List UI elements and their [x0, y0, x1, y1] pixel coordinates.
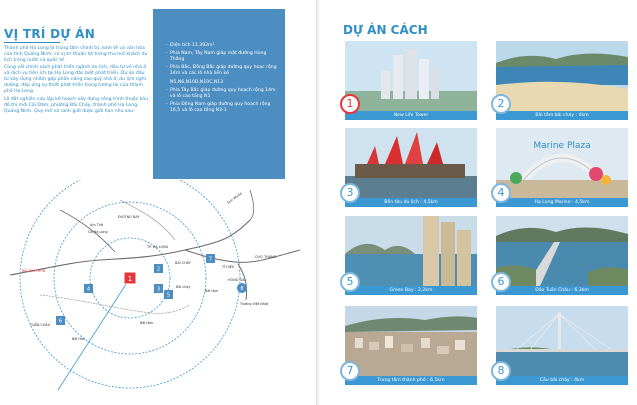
- distance-item-7: [345, 306, 477, 385]
- photo-green-bay: [345, 216, 477, 286]
- photo-tourist-port: [345, 128, 477, 198]
- title-underline: [4, 42, 60, 43]
- map-label-beach-2: Bãi tắm: [140, 321, 154, 325]
- caption-4: Hạ Long Marine : 4,5km: [496, 198, 628, 207]
- paragraph-1: Thành phố Hạ Long là trung tâm chính trị, kinh tế và văn hóa của tỉnh Quảng Ninh, có vị trí thuận lợi trong thu hút khách du lịch trong nước và quốc tế.: [4, 46, 148, 63]
- map-label-sun-world: Sun World: [226, 191, 243, 205]
- marker-1-label: 1: [127, 275, 133, 283]
- info-item: - Phía Nam, Tây Nam giáp mặt đường Hùng Thắng: [166, 51, 277, 63]
- map-label-duong-bay: ĐƯỜNG BAY: [118, 215, 140, 219]
- marine-plaza-sign: Marine Plaza: [533, 141, 591, 151]
- number-badge-3: 3: [340, 183, 360, 203]
- site-info-box: [153, 9, 285, 179]
- map-label-beach-3: Bãi tắm: [205, 289, 219, 293]
- map-label-tp-ha-long: TP. HẠ LONG: [147, 245, 169, 249]
- site-info-list: [166, 43, 277, 114]
- number-badge-6: 6: [491, 272, 511, 292]
- caption-7: Trung tâm thành phố : 6,1km: [345, 376, 477, 385]
- info-item: - Phía Tây Bắc giáp đường quy hoạch rộng 14m và lô cao tầng N1: [166, 88, 277, 100]
- info-item: N5,N6,N10D,N10C,N13: [170, 79, 224, 85]
- map-label-bai-chay: BÃI CHÁY: [175, 261, 191, 265]
- map-label-truong-viet-nhat: Trường Việt Nhật: [240, 302, 269, 306]
- map-label-ga-ha-long: Ga Hạ Long: [88, 230, 108, 234]
- photo-new-life-tower: [345, 41, 477, 111]
- distance-item-3: [345, 128, 477, 207]
- distance-item-2: [496, 41, 628, 120]
- location-description: [4, 46, 150, 116]
- marker-5-label: 5: [166, 292, 171, 299]
- map-label-am-tho: Am Thờ: [90, 223, 103, 227]
- number-badge-2: 2: [491, 94, 511, 114]
- distance-item-4: [496, 128, 628, 207]
- map-label-tuan-chau: TUẦN CHÂU: [30, 323, 51, 327]
- caption-8: Cầu bãi cháy : 4km: [496, 376, 628, 385]
- caption-3: Bến tàu du lịch : 4,5km: [345, 198, 477, 207]
- photo-bai-chay-beach: [496, 41, 628, 111]
- section-title-distance: DỰ ÁN CÁCH: [343, 23, 428, 37]
- info-item: - Diện tích 11.392m²: [166, 43, 277, 49]
- number-badge-7: 7: [340, 361, 360, 381]
- map-label-hong-gai: HÒNG GAI: [228, 278, 246, 282]
- caption-5: Green Bay : 2,2km: [345, 286, 477, 295]
- marker-7-label: 7: [208, 256, 213, 263]
- map-label-cho-thang: CHỢ THÁNG: [255, 255, 277, 259]
- caption-1: New Life Tower: [345, 111, 477, 120]
- left-page: [0, 0, 318, 405]
- right-page: [319, 0, 637, 405]
- caption-2: Bãi tắm bãi cháy : 4km: [496, 111, 628, 120]
- map-label-tiet-hieu: TỈ HIỆU: [222, 265, 235, 269]
- marker-4-label: 4: [86, 286, 91, 293]
- distance-item-5: [345, 216, 477, 295]
- photo-tuan-chau-island: [496, 216, 628, 286]
- number-badge-8: 8: [491, 361, 511, 381]
- map-label-beach-1: Bãi tắm: [72, 337, 86, 341]
- distance-item-8: [496, 306, 628, 385]
- marker-3-label: 3: [156, 286, 161, 293]
- caption-6: Đảo Tuần Châu : 6,3km: [496, 286, 628, 295]
- location-map: [0, 180, 318, 405]
- distance-item-6: [496, 216, 628, 295]
- distance-item-1: [345, 41, 477, 120]
- info-item: - Phía Bắc, Đông Bắc giáp đường quy hoạc rộng 14m và các lô nhà liền kề: [166, 65, 277, 77]
- map-label-left-red: BÃI TÀM THÔN: [22, 269, 46, 273]
- marker-8-label: 8: [240, 286, 244, 292]
- photo-ha-long-marine: [496, 128, 628, 198]
- marker-2-label: 2: [156, 266, 161, 273]
- number-badge-5: 5: [340, 272, 360, 292]
- paragraph-3: Lô đất nghiên cứu lập kế hoạch xây dựng công trình thuộc khu đô thị mới Cái Dăm, phường Bãi Cháy, thành phố Hạ Long, Quảng Ninh. Quy mô và ranh giới được giới hạn như sau:: [4, 96, 149, 114]
- marker-6-label: 6: [58, 318, 63, 325]
- photo-city-center: [345, 306, 477, 376]
- number-badge-1: 1: [340, 94, 360, 114]
- number-badge-4: 4: [491, 183, 511, 203]
- photo-bai-chay-bridge: [496, 306, 628, 376]
- paragraph-2: Cùng với chính sách phát triển ngành du lịch, đầu tư về nhà ở và dịch vụ tiện ích tại Hạ Long đặc biệt phát triển. Dự án đầu tư xây dựng nhằm góp phần nâng cao quỹ nhà ở, du lịch nghỉ dưỡng, đáp ứng sự thiết phát triển trong tương lai của thành phố Hạ Long.: [4, 65, 147, 95]
- section-title-location: VỊ TRÍ DỰ ÁN: [4, 27, 96, 41]
- info-item: - Phía Đông Nam giáp đường quy hoạch rộng 16,5 và lô cao tầng N3-1: [166, 102, 277, 114]
- map-label-bai-chay-small: Bãi cháy: [176, 285, 191, 289]
